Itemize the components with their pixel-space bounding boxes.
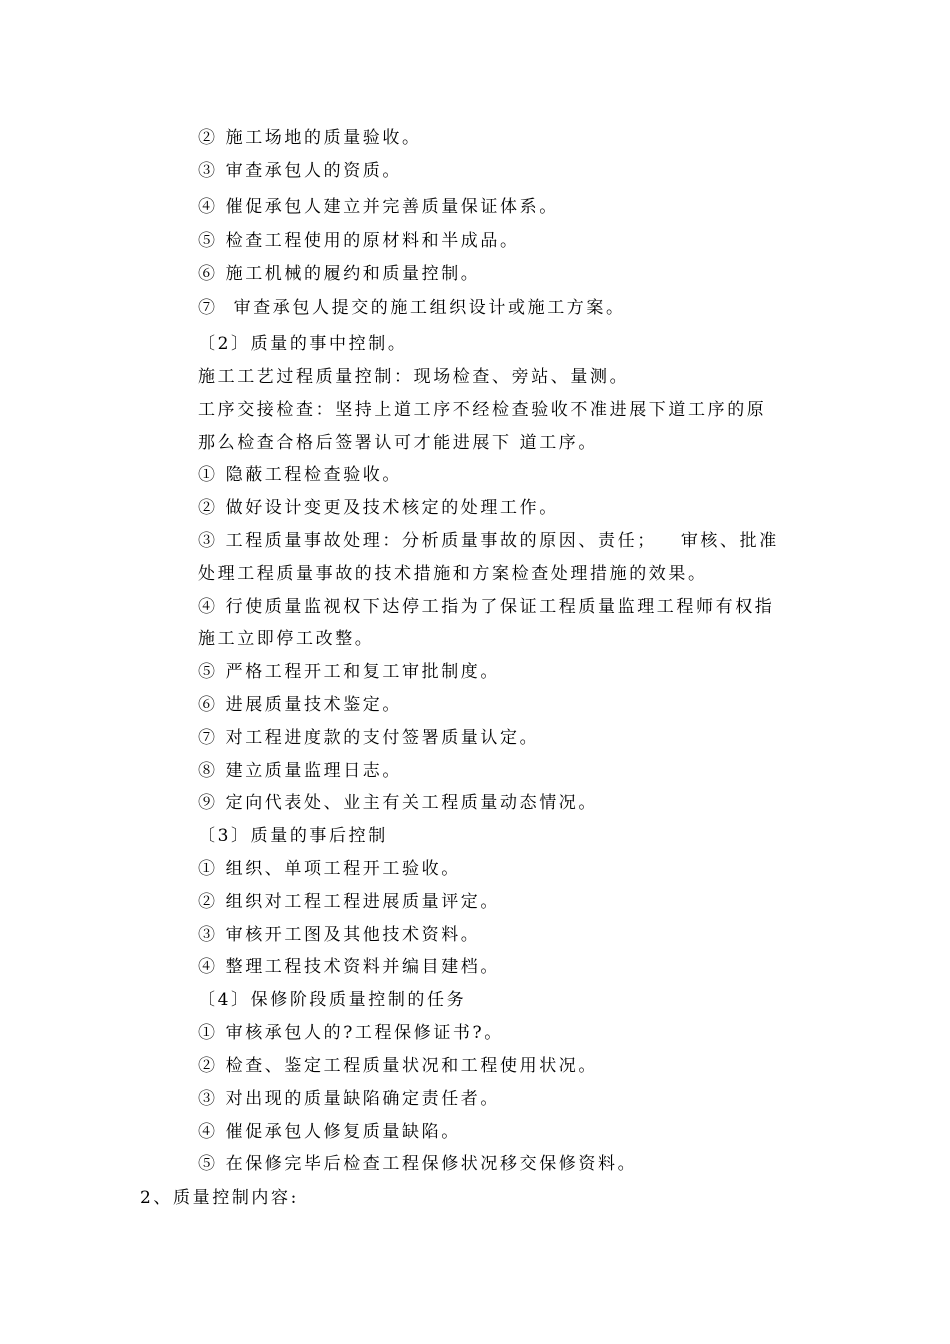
text-line: ⑨ 定向代表处、业主有关工程质量动态情况。 (198, 793, 599, 813)
text-line: ④ 催促承包人建立并完善质量保证体系。 (198, 197, 559, 217)
text-line: ⑧ 建立质量监理日志。 (198, 761, 403, 781)
text-line: ① 隐蔽工程检查验收。 (198, 465, 403, 485)
text-line: ⑥ 施工机械的履约和质量控制。 (198, 264, 481, 284)
section-heading: 〔4〕保修阶段质量控制的任务 (198, 990, 467, 1010)
text-line: ② 组织对工程工程进展质量评定。 (198, 892, 501, 912)
text-line: ② 施工场地的质量验收。 (198, 128, 422, 148)
text-line: ① 审核承包人的?工程保修证书?。 (198, 1023, 504, 1043)
text-line: 处理工程质量事故的技术措施和方案检查处理措施的效果。 (198, 564, 708, 584)
text-line: ② 检查、鉴定工程质量状况和工程使用状况。 (198, 1056, 599, 1076)
text-line: ② 做好设计变更及技术核定的处理工作。 (198, 498, 559, 518)
text-line: ① 组织、单项工程开工验收。 (198, 859, 461, 879)
section-heading: 〔3〕质量的事后控制 (198, 826, 388, 846)
section-heading: 2、质量控制内容: (140, 1188, 299, 1208)
text-line: ⑥ 进展质量技术鉴定。 (198, 695, 403, 715)
section-heading: 〔2〕质量的事中控制。 (198, 334, 408, 354)
text-line: 施工工艺过程质量控制：现场检查、旁站、量测。 (198, 367, 630, 387)
text-line: ⑦ 对工程进度款的支付签署质量认定。 (198, 728, 540, 748)
text-line: ⑤ 严格工程开工和复工审批制度。 (198, 662, 501, 682)
text-line: ③ 审查承包人的资质。 (198, 161, 403, 181)
text-line: ⑤ 检查工程使用的原材料和半成品。 (198, 231, 520, 251)
text-line: ⑦ 审查承包人提交的施工组织设计或施工方案。 (198, 298, 626, 318)
text-line: ⑤ 在保修完毕后检查工程保修状况移交保修资料。 (198, 1154, 638, 1174)
text-line: 施工立即停工改整。 (198, 629, 375, 649)
text-line: 工序交接检查：坚持上道工序不经检查验收不准进展下道工序的原 (198, 400, 767, 420)
text-line: ③ 工程质量事故处理：分析质量事故的原因、责任； 审核、批准 (198, 531, 779, 551)
text-line: ③ 审核开工图及其他技术资料。 (198, 925, 481, 945)
text-line: 那么检查合格后签署认可才能进展下 道工序。 (198, 433, 599, 453)
text-line: ④ 整理工程技术资料并编目建档。 (198, 957, 501, 977)
text-line: ④ 催促承包人修复质量缺陷。 (198, 1122, 461, 1142)
text-line: ③ 对出现的质量缺陷确定责任者。 (198, 1089, 501, 1109)
text-line: ④ 行使质量监视权下达停工指为了保证工程质量监理工程师有权指 (198, 597, 775, 617)
